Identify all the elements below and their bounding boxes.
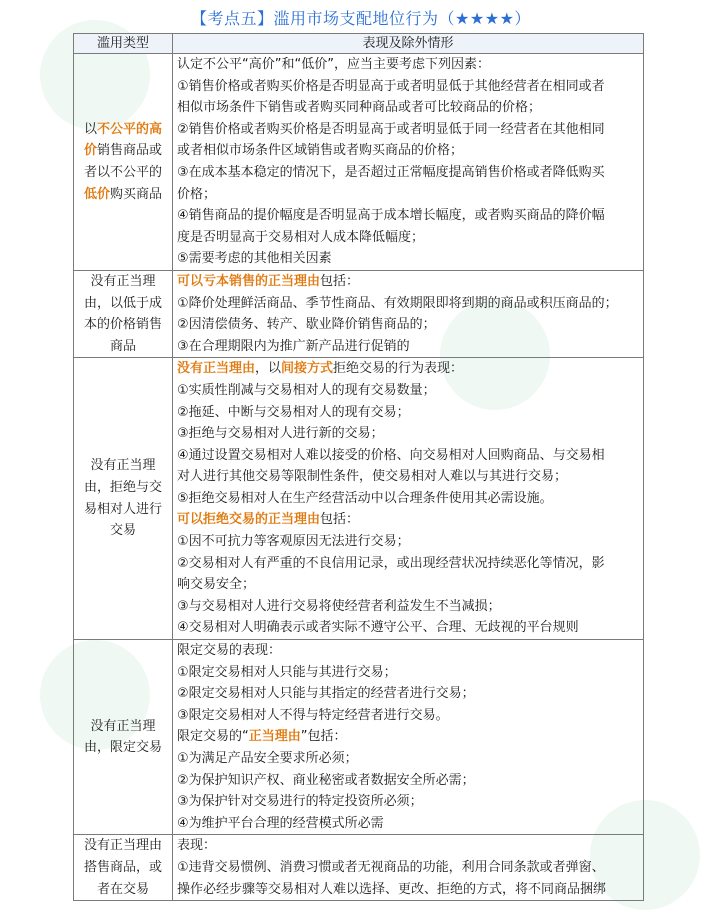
column-header-type: 滥用类型 <box>74 34 173 54</box>
text-segment: 没有正当理由搭售商品，或者在交易 <box>83 838 162 897</box>
description-cell <box>173 835 644 901</box>
text-segment: ④通过设置交易相对人难以接受的价格、向交易相对人回购商品、与交易相 <box>177 447 605 463</box>
description-line <box>177 423 641 445</box>
text-segment: ②为保护知识产权、商业秘密或者数据安全所必需； <box>177 772 475 788</box>
text-segment: 购买商品 <box>110 186 163 202</box>
highlighted-text: 不公平的高价 <box>83 121 163 159</box>
table-row <box>74 835 644 901</box>
abuse-type-cell <box>74 358 173 640</box>
text-segment: 表现： <box>177 838 217 854</box>
text-segment: ①因不可抗力等客观原因无法进行交易； <box>177 534 410 550</box>
description-line <box>177 531 641 553</box>
text-segment: ③限定交易相对人不得与特定经营者进行交易。 <box>177 707 449 723</box>
text-segment: ①为满足产品安全要求所必须； <box>177 751 358 766</box>
text-segment: ③拒绝与交易相对人进行新的交易； <box>177 426 384 442</box>
text-segment: 拒绝交易的行为表现： <box>333 361 464 377</box>
text-segment: ③在成本基本稳定的情况下，是否超过正常幅度提高销售价格或者降低购买 <box>177 164 605 180</box>
table-header-row <box>74 34 644 54</box>
description-line <box>177 640 641 662</box>
text-segment: 响交易安全； <box>177 577 256 593</box>
description-line <box>177 227 641 249</box>
text-segment: ②交易相对人有严重的不良信用记录，或出现经营状况持续恶化等情况，影 <box>177 555 605 571</box>
text-segment: 或者相似市场条件区域销售或者购买商品的价格； <box>177 143 464 159</box>
description-line <box>177 662 641 684</box>
text-segment: ②限定交易相对人只能与其指定的经营者进行交易； <box>177 686 475 702</box>
description-line <box>177 857 641 879</box>
column-header-description: 表现及除外情形 <box>173 34 644 54</box>
table-row <box>74 54 644 271</box>
description-line <box>177 683 641 705</box>
text-segment: ⑤拒绝交易相对人在生产经营活动中以合理条件使用其必需设施。 <box>177 490 553 506</box>
text-segment: 以 <box>83 121 97 137</box>
description-line <box>177 705 641 727</box>
text-segment: ③与交易相对人进行交易将使经营者利益发生不当减损； <box>177 598 501 614</box>
text-segment: ①降价处理鲜活商品、季节性商品、有效期限即将到期的商品或积压商品的； <box>177 295 618 311</box>
description-line <box>177 574 641 596</box>
description-line <box>177 445 641 467</box>
text-segment: ④为维护平台合理的经营模式所必需 <box>177 815 384 831</box>
description-line <box>177 879 641 901</box>
description-line <box>177 314 641 336</box>
text-segment: 价格； <box>177 186 217 202</box>
text-segment: 对人进行其他交易等限制性条件，使交易相对人难以与其进行交易； <box>177 469 568 485</box>
text-segment: ③为保护针对交易进行的特定投资所必须； <box>177 794 423 810</box>
description-line <box>177 336 641 358</box>
page-title: 【考点五】滥用市场支配地位行为（★★★★） <box>191 9 531 28</box>
description-line <box>177 617 641 639</box>
text-segment: 没有正当理由，以低于成本的价格销售商品 <box>83 273 162 354</box>
text-segment: ”包括： <box>300 729 347 745</box>
text-segment: 度是否明显高于交易相对人成本降低幅度； <box>177 229 425 245</box>
text-segment: 没有正当理由，限定交易 <box>83 718 162 756</box>
text-segment: 包括： <box>320 512 360 528</box>
description-line <box>177 553 641 575</box>
text-segment: 认定不公平“高价”和“低价”，应当主要考虑下列因素： <box>177 57 490 72</box>
highlighted-text: 可以拒绝交易的正当理由 <box>177 512 321 528</box>
description-line <box>177 791 641 813</box>
description-line <box>177 835 641 857</box>
text-segment: 限定交易的表现： <box>177 643 282 659</box>
description-line <box>177 162 641 184</box>
text-segment: ④销售商品的提价幅度是否明显高于成本增长幅度，或者购买商品的降价幅 <box>177 208 605 224</box>
text-segment: ②因清偿债务、转产、歇业降价销售商品的； <box>177 317 436 333</box>
text-segment: 包括： <box>320 273 360 289</box>
text-segment: ②拖延、中断与交易相对人的现有交易； <box>177 404 410 420</box>
table-row <box>74 640 644 835</box>
highlighted-text: 没有正当理由 <box>177 361 256 377</box>
description-line <box>177 271 641 293</box>
description-line <box>177 54 641 76</box>
text-segment: ①销售价格或者购买价格是否明显高于或者明显低于其他经营者在相同或者 <box>177 78 605 94</box>
text-segment: 操作必经步骤等交易相对人难以选择、更改、拒绝的方式，将不同商品捆绑 <box>177 881 607 897</box>
description-cell <box>173 640 644 835</box>
text-segment: ②销售价格或者购买价格是否明显高于或者明显低于同一经营者在其他相同 <box>177 121 605 137</box>
description-cell <box>173 358 644 640</box>
text-segment: ⑤需要考虑的其他相关因素 <box>177 251 332 267</box>
description-cell <box>173 270 644 357</box>
table-row <box>74 358 644 640</box>
description-cell <box>173 54 644 271</box>
description-line <box>177 358 641 380</box>
text-segment: ①限定交易相对人只能与其进行交易； <box>177 664 397 680</box>
description-line <box>177 293 641 315</box>
description-line <box>177 596 641 618</box>
description-line <box>177 748 641 770</box>
description-line <box>177 509 641 531</box>
description-line <box>177 205 641 227</box>
text-segment: ①违背交易惯例、消费习惯或者无视商品的功能，利用合同条款或者弹窗、 <box>177 859 605 875</box>
highlighted-text: 可以亏本销售的正当理由 <box>177 273 321 289</box>
highlighted-text: 间接方式 <box>281 361 334 377</box>
table-row <box>74 270 644 357</box>
description-line <box>177 466 641 488</box>
description-line <box>177 488 641 510</box>
abuse-type-cell <box>74 54 173 271</box>
text-segment: ①实质性削减与交易相对人的现有交易数量； <box>177 382 436 398</box>
description-line <box>177 184 641 206</box>
description-line <box>177 402 641 424</box>
highlighted-text: 低价 <box>83 186 110 202</box>
description-line <box>177 380 641 402</box>
description-line <box>177 813 641 835</box>
text-segment: ，以 <box>255 361 282 377</box>
text-segment: 销售商品或者以不公平的 <box>83 143 163 180</box>
description-line <box>177 97 641 119</box>
description-line <box>177 76 641 98</box>
abuse-type-cell <box>74 835 173 901</box>
description-line <box>177 726 641 748</box>
description-line <box>177 140 641 162</box>
text-segment: 没有正当理由，拒绝与交易相对人进行交易 <box>83 458 162 539</box>
description-line <box>177 248 641 270</box>
text-segment: 限定交易的“ <box>177 729 249 745</box>
behavior-table <box>73 33 644 901</box>
highlighted-text: 正当理由 <box>248 729 301 745</box>
abuse-type-cell <box>74 270 173 357</box>
text-segment: 相似市场条件下销售或者购买同种商品或者可比较商品的价格； <box>177 100 542 116</box>
text-segment: ③在合理期限内为推广新产品进行促销的 <box>177 338 410 354</box>
abuse-type-cell <box>74 640 173 835</box>
description-line <box>177 119 641 141</box>
description-line <box>177 770 641 792</box>
text-segment: ④交易相对人明确表示或者实际不遵守公平、合理、无歧视的平台规则 <box>177 620 579 636</box>
